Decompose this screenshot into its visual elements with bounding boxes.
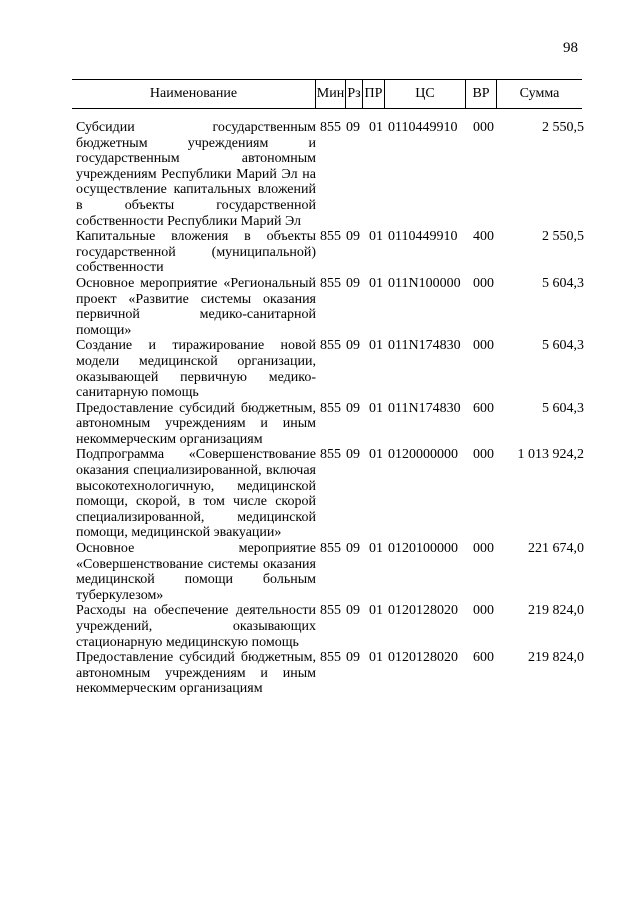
row-sum: 1 013 924,2 — [517, 447, 584, 463]
row-min: 855 — [320, 650, 341, 666]
header-pr: ПР — [363, 80, 385, 108]
header-name: Наименование — [72, 80, 316, 108]
row-sum: 219 824,0 — [528, 603, 584, 619]
table-row — [76, 603, 584, 650]
header-cs: ЦС — [385, 80, 466, 108]
row-pr: 01 — [369, 400, 383, 416]
row-cs: 0120100000 — [388, 541, 458, 557]
row-min: 855 — [320, 541, 341, 557]
row-name: Основное мероприятие «Совершенствование системы оказания медицинской помощи больным туберкулезом» — [76, 541, 316, 603]
row-cs: 011N100000 — [388, 275, 461, 291]
row-vr: 000 — [473, 447, 494, 463]
header-vr: ВР — [466, 80, 497, 108]
row-vr: 000 — [473, 120, 494, 135]
row-pr: 01 — [369, 603, 383, 619]
row-cs: 011N174830 — [388, 400, 461, 416]
row-rz: 09 — [346, 603, 360, 619]
row-rz: 09 — [346, 338, 360, 354]
row-name: Основное мероприятие «Региональный проект «Развитие системы оказания первичной медико-санитарной помощи» — [76, 275, 316, 338]
row-pr: 01 — [369, 120, 383, 135]
row-min: 855 — [320, 338, 341, 354]
row-vr: 000 — [473, 338, 494, 354]
header-rz: Рз — [346, 80, 363, 108]
row-min: 855 — [320, 400, 341, 416]
header-min: Мин — [316, 80, 346, 108]
row-name: Капитальные вложения в объекты государственной (муниципальной) собственности — [76, 229, 316, 276]
row-name: Субсидии государственным бюджетным учреждениям и государственным автономным учреждениям Республики Марий Эл на осуществление капитальных вложений в объекты государственной собственности Республики Марий Эл — [76, 120, 316, 229]
row-cs: 0120128020 — [388, 650, 458, 666]
row-pr: 01 — [369, 338, 383, 354]
page-number: 98 — [563, 40, 578, 56]
row-pr: 01 — [369, 447, 383, 463]
table-row — [76, 338, 584, 400]
row-name: Расходы на обеспечение деятельности учреждений, оказывающих стационарную медицинскую помощь — [76, 603, 316, 650]
row-vr: 000 — [473, 275, 494, 291]
row-cs: 0110449910 — [388, 229, 458, 245]
table-header — [72, 79, 582, 109]
row-vr: 600 — [473, 650, 494, 666]
row-rz: 09 — [346, 650, 360, 666]
row-vr: 000 — [473, 541, 494, 557]
table-row — [76, 120, 584, 229]
row-rz: 09 — [346, 229, 360, 245]
row-min: 855 — [320, 275, 341, 291]
row-sum: 5 604,3 — [542, 400, 584, 416]
row-name: Предоставление субсидий бюджетным, автономным учреждениям и иным некоммерческим организациям — [76, 400, 316, 447]
table-row — [76, 541, 584, 603]
row-pr: 01 — [369, 541, 383, 557]
row-sum: 221 674,0 — [528, 541, 584, 557]
row-sum: 5 604,3 — [542, 338, 584, 354]
table-row — [76, 447, 584, 541]
row-name: Предоставление субсидий бюджетным, автономным учреждениям и иным некоммерческим организациям — [76, 650, 316, 697]
row-vr: 000 — [473, 603, 494, 619]
row-min: 855 — [320, 229, 341, 245]
row-name: Создание и тиражирование новой модели медицинской организации, оказывающей первичную медико-санитарную помощь — [76, 338, 316, 401]
table-body — [76, 120, 584, 697]
row-min: 855 — [320, 603, 341, 619]
row-cs: 0120000000 — [388, 447, 458, 463]
row-cs: 011N174830 — [388, 338, 461, 354]
table-row — [76, 276, 584, 338]
row-sum: 5 604,3 — [542, 275, 584, 291]
row-sum: 2 550,5 — [542, 120, 584, 135]
row-rz: 09 — [346, 447, 360, 463]
row-rz: 09 — [346, 120, 360, 135]
row-rz: 09 — [346, 541, 360, 557]
header-sum: Сумма — [519, 86, 560, 101]
row-rz: 09 — [346, 275, 360, 291]
row-cs: 0110449910 — [388, 120, 458, 135]
row-name: Подпрограмма «Совершенствование оказания специализированной, включая высокотехнологичную, медицинской помощи, скорой, в том числе скорой специализированной, медицинской помощи, медицинской эвакуации» — [76, 447, 316, 541]
table-row — [76, 229, 584, 276]
row-pr: 01 — [369, 275, 383, 291]
row-vr: 400 — [473, 229, 494, 245]
row-cs: 0120128020 — [388, 603, 458, 619]
row-pr: 01 — [369, 229, 383, 245]
table-row — [76, 401, 584, 448]
table-row — [76, 650, 584, 697]
row-vr: 600 — [473, 400, 494, 416]
row-sum: 2 550,5 — [542, 229, 584, 245]
row-sum: 219 824,0 — [528, 650, 584, 666]
row-pr: 01 — [369, 650, 383, 666]
row-min: 855 — [320, 447, 341, 463]
row-min: 855 — [320, 120, 341, 135]
row-rz: 09 — [346, 400, 360, 416]
